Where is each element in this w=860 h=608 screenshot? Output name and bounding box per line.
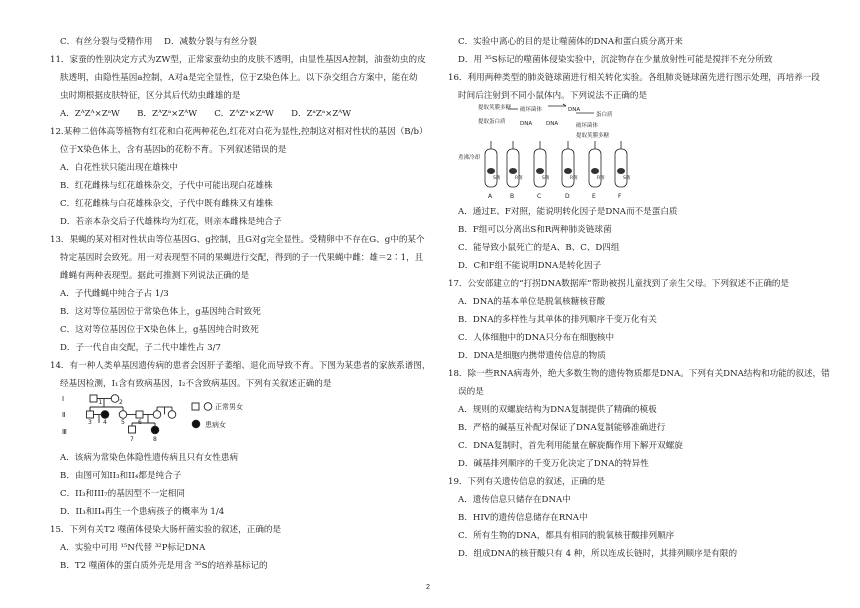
label-r-strain: R菌 bbox=[570, 176, 578, 181]
q12-line1: 12.某种二倍体高等植物有红花和白花两种花色,红花对白花为显性,控制这对相对性状的基因（B/b） bbox=[50, 127, 428, 137]
q16-line1: 16．利用两种类型的肺炎链球菌进行相关转化实验。各组肺炎链球菌先进行图示处理，再培养一段 bbox=[448, 73, 820, 83]
label-s-strain: S菌 bbox=[542, 176, 550, 181]
label-dna: DNA bbox=[546, 121, 559, 127]
q15-option-a: A．实验中可用 ¹⁵N代替 ³²P标记DNA bbox=[60, 543, 206, 553]
q14-option-c: C．II₃和III₇的基因型不一定相同 bbox=[60, 489, 185, 499]
q13-option-d: D．子一代自由交配，子二代中雄性占 3/7 bbox=[60, 343, 221, 353]
q15-option-d: D．用 ³⁵S标记的噬菌体侵染实验中，沉淀物存在少量放射性可能是搅拌不充分所致 bbox=[458, 55, 773, 65]
label-s-strain: S菌 bbox=[493, 176, 501, 181]
q19-option-a: A．遗传信息只储存在DNA中 bbox=[458, 495, 571, 505]
label-dnase: DNA bbox=[568, 107, 581, 113]
tube-label: F bbox=[618, 193, 622, 200]
label-r-strain: R菌 bbox=[515, 176, 523, 181]
q11-options: A．ZᴬZᴬ×ZᵃW B．ZᴬZᵃ×ZᴬW C．ZᴬZᵃ×ZᵃW D．ZᵃZᵃ×ZᴬW bbox=[60, 109, 352, 119]
transformation-experiment-figure bbox=[458, 103, 668, 201]
q14-line1: 14．有一种人类单基因遗传病的患者会因肝子萎缩、退化而导致不育。下图为某患者的家族系谱图， bbox=[50, 361, 431, 371]
label-dna: DNA bbox=[520, 121, 533, 127]
q17-line1: 17．公安部建立的“打拐DNA数据库”帮助被拐儿童找到了亲生父母。下列叙述不正确的是 bbox=[448, 279, 790, 289]
q13-option-c: C．这对等位基因位于X染色体上，g基因纯合时致死 bbox=[60, 325, 259, 335]
q19-line1: 19．下列有关遗传信息的叙述，正确的是 bbox=[448, 477, 606, 487]
pedigree-num: 4 bbox=[103, 419, 107, 426]
pedigree-num: 3 bbox=[88, 419, 92, 426]
q18-line1: 18．除一些RNA病毒外，绝大多数生物的遗传物质都是DNA。下列有关DNA结构和功能的叙述，错 bbox=[448, 369, 830, 379]
pedigree-gen-label: Ⅱ bbox=[62, 411, 66, 419]
label-extract: 提取荚膜多糖 bbox=[576, 133, 610, 139]
label-capsule: 提取荚膜多糖 bbox=[478, 105, 512, 111]
q10-option-d: D．减数分裂与有丝分裂 bbox=[164, 37, 257, 47]
page-number: 2 bbox=[426, 584, 430, 591]
label-protein: 提取蛋白质 bbox=[478, 119, 506, 125]
q17-option-c: C．人体细胞中的DNA只分布在细胞核中 bbox=[458, 333, 615, 343]
q12-line2: 位于X染色体上，含有基因b的花粉不育。下列叙述错误的是 bbox=[60, 145, 287, 155]
label-r-strain: R菌 bbox=[597, 176, 605, 181]
label-boil: 煮沸冷却 bbox=[458, 155, 481, 161]
tube-label: C bbox=[537, 193, 542, 200]
q19-option-c: C．所有生物的DNA，都具有相同的脱氧核苷酸排列顺序 bbox=[458, 531, 675, 541]
q18-option-a: A．规则的双螺旋结构为DNA复制提供了精确的模板 bbox=[458, 405, 657, 415]
label-s-strain: S菌 bbox=[623, 176, 631, 181]
q10-option-c: C．有丝分裂与受精作用 bbox=[60, 37, 153, 47]
tube-label: A bbox=[488, 193, 493, 200]
q15-line1: 15．下列有关T2 噬菌体侵染大肠杆菌实验的叙述，正确的是 bbox=[50, 525, 282, 535]
q15-option-b: B．T2 噬菌体的蛋白质外壳是用含 ³⁵S的培养基标记的 bbox=[60, 561, 268, 571]
q12-option-d: D．若亲本杂交后子代雄株均为红花，则亲本雌株是纯合子 bbox=[60, 217, 282, 227]
q18-option-b: B．严格的碱基互补配对保证了DNA复制能够准确进行 bbox=[458, 423, 666, 433]
q15-option-c: C．实验中离心的目的是让噬菌体的DNA和蛋白质分离开来 bbox=[458, 37, 683, 47]
q18-option-d: D．碱基排列顺序的千变万化决定了DNA的特异性 bbox=[458, 459, 649, 469]
q16-option-b: B．F组可以分离出S和R两种肺炎链球菌 bbox=[458, 225, 612, 235]
q13-line2: 特定基因时会致死。用一对表现型不同的果蝇进行交配，得到的子一代果蝇中雌：雄＝2∶1，且 bbox=[60, 253, 424, 263]
q16-line2: 时间后注射到不同小鼠体内。下列说法不正确的是 bbox=[458, 91, 648, 101]
q13-line1: 13．果蝇的某对相对性状由等位基因G、g控制，且G对g完全显性。受精卵中不存在G、g中的某个 bbox=[50, 235, 425, 245]
pedigree-num: 5 bbox=[121, 419, 125, 426]
tube-label: E bbox=[592, 193, 596, 200]
q13-option-a: A．子代雌蝇中纯合子占 1/3 bbox=[60, 289, 169, 299]
q13-option-b: B．这对等位基因位于常染色体上，g基因纯合时致死 bbox=[60, 307, 261, 317]
q18-line2: 误的是 bbox=[458, 387, 484, 397]
pedigree-num: 1 bbox=[98, 399, 103, 406]
q19-option-d: D．组成DNA的核苷酸只有 4 种，所以连成长链时，其排列顺序是有限的 bbox=[458, 549, 738, 559]
q14-option-b: B．由图可知II₃和II₄都是纯合子 bbox=[60, 471, 182, 481]
q17-option-b: B．DNA的多样性与其单体的排列顺序千变万化有关 bbox=[458, 315, 657, 325]
legend-affected-label: 患病女 bbox=[205, 421, 226, 429]
q11-line1: 11．家蚕的性别决定方式为ZW型，正常家蚕幼虫的皮肤不透明，由显性基因A控制，油蚕幼虫的皮 bbox=[50, 55, 426, 65]
q14-option-a: A．该病为常染色体隐性遗传病且只有女性患病 bbox=[60, 453, 239, 463]
pedigree-chart bbox=[60, 393, 270, 449]
label-break: 破坏菌体 bbox=[576, 123, 599, 129]
q19-option-b: B．HIV的遗传信息储存在RNA中 bbox=[458, 513, 588, 523]
q11-line3: 虫时期根据皮肤特征，区分其后代幼虫雌雄的是 bbox=[60, 91, 241, 101]
pedigree-num: 2 bbox=[119, 399, 123, 406]
pedigree-num: 7 bbox=[130, 436, 134, 443]
tube-label: B bbox=[510, 193, 515, 200]
label-break: 破坏菌体 bbox=[520, 107, 543, 113]
label-protein2: 蛋白质 bbox=[596, 112, 613, 118]
q14-option-d: D．II₃和II₄再生一个患病孩子的概率为 1/4 bbox=[60, 507, 225, 517]
q17-option-a: A．DNA的基本单位是脱氧核糖核苷酸 bbox=[458, 297, 606, 307]
q16-option-c: C．能导致小鼠死亡的是A、B、C、D四组 bbox=[458, 243, 620, 253]
q16-option-a: A．通过E、F对照，能说明转化因子是DNA而不是蛋白质 bbox=[458, 207, 678, 217]
pedigree-gen-label: Ⅲ bbox=[62, 428, 67, 436]
pedigree-num: 8 bbox=[153, 436, 157, 443]
q12-option-a: A．白花性状只能出现在雄株中 bbox=[60, 163, 178, 173]
q13-line3: 雌蝇有两种表现型。据此可推测下列说法正确的是 bbox=[60, 271, 250, 281]
pedigree-gen-label: Ⅰ bbox=[62, 395, 65, 403]
q18-option-c: C．DNA复制时，首先利用能量在解旋酶作用下解开双螺旋 bbox=[458, 441, 683, 451]
legend-normal-label: 正常男女 bbox=[215, 403, 243, 411]
q12-option-b: B．红花雌株与红花雄株杂交，子代中可能出现白花雄株 bbox=[60, 181, 273, 191]
q16-option-d: D．C和F组不能说明DNA是转化因子 bbox=[458, 261, 602, 271]
q14-line2: 经基因检测，I₁含有致病基因，I₂不含致病基因。下列有关叙述正确的是 bbox=[60, 379, 332, 389]
q17-option-d: D．DNA是细胞内携带遗传信息的物质 bbox=[458, 351, 606, 361]
pedigree-num: 6 bbox=[138, 419, 142, 426]
q12-option-c: C．红花雌株与白花雄株杂交，子代中既有雌株又有雄株 bbox=[60, 199, 273, 209]
tube-label: D bbox=[565, 193, 570, 200]
q11-line2: 肤透明，由隐性基因a控制，A对a是完全显性，位于Z染色体上。以下杂交组合方案中，能在幼 bbox=[60, 73, 418, 83]
